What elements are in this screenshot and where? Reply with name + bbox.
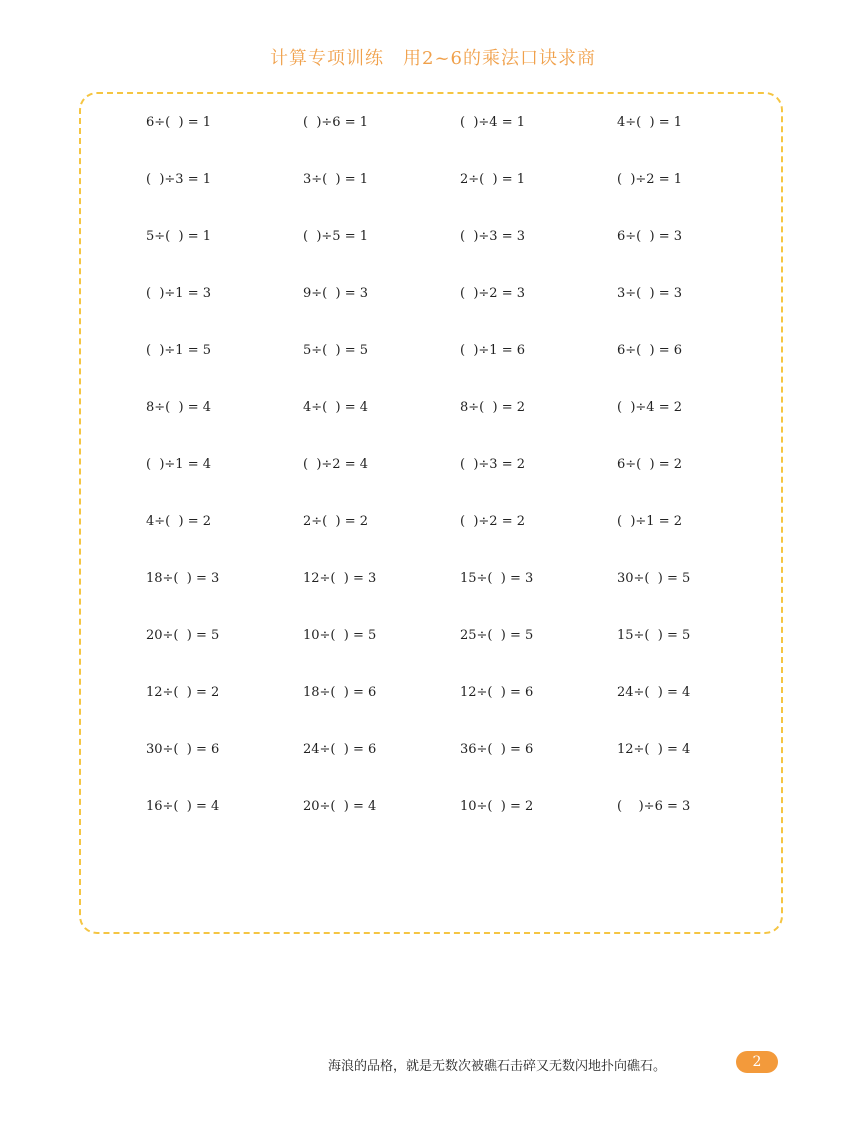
problem-item[interactable]: 10÷( ) = 2: [460, 799, 534, 814]
problem-item[interactable]: 36÷( ) = 6: [460, 742, 534, 757]
problem-item[interactable]: ( )÷6 = 1: [303, 115, 368, 130]
problem-item[interactable]: 24÷( ) = 6: [303, 742, 377, 757]
problem-item[interactable]: 16÷( ) = 4: [146, 799, 220, 814]
problem-item[interactable]: ( )÷6 = 3: [617, 799, 691, 814]
problem-item[interactable]: 2÷( ) = 2: [303, 514, 368, 529]
problem-item[interactable]: 24÷( ) = 4: [617, 685, 691, 700]
problem-item[interactable]: 10÷( ) = 5: [303, 628, 377, 643]
problem-item[interactable]: 5÷( ) = 5: [303, 343, 368, 358]
problem-item[interactable]: 12÷( ) = 2: [146, 685, 220, 700]
page-title: 计算专项训练 用2~6的乘法口诀求商: [270, 48, 596, 69]
problem-item[interactable]: 4÷( ) = 2: [146, 514, 211, 529]
problem-item[interactable]: ( )÷4 = 1: [460, 115, 525, 130]
problem-item[interactable]: 8÷( ) = 2: [460, 400, 525, 415]
problem-item[interactable]: ( )÷1 = 4: [146, 457, 211, 472]
problem-item[interactable]: ( )÷3 = 1: [146, 172, 211, 187]
problem-item[interactable]: 12÷( ) = 3: [303, 571, 377, 586]
problem-item[interactable]: 12÷( ) = 4: [617, 742, 691, 757]
problem-item[interactable]: 8÷( ) = 4: [146, 400, 211, 415]
problem-item[interactable]: ( )÷5 = 1: [303, 229, 368, 244]
problem-item[interactable]: 4÷( ) = 4: [303, 400, 368, 415]
footer-quote: 海浪的品格，就是无数次被礁石击碎又无数闪地扑向礁石。: [328, 1059, 667, 1074]
problem-item[interactable]: 15÷( ) = 3: [460, 571, 534, 586]
problem-item[interactable]: 5÷( ) = 1: [146, 229, 211, 244]
problem-item[interactable]: ( )÷3 = 2: [460, 457, 525, 472]
problem-item[interactable]: ( )÷2 = 1: [617, 172, 682, 187]
problem-item[interactable]: 30÷( ) = 5: [617, 571, 691, 586]
problem-item[interactable]: ( )÷3 = 3: [460, 229, 525, 244]
problem-item[interactable]: 25÷( ) = 5: [460, 628, 534, 643]
problem-item[interactable]: ( )÷2 = 3: [460, 286, 525, 301]
problem-item[interactable]: 3÷( ) = 3: [617, 286, 682, 301]
problem-item[interactable]: ( )÷1 = 3: [146, 286, 211, 301]
problem-item[interactable]: 6÷( ) = 3: [617, 229, 682, 244]
problem-item[interactable]: 6÷( ) = 2: [617, 457, 682, 472]
problem-item[interactable]: ( )÷1 = 6: [460, 343, 525, 358]
problem-item[interactable]: 30÷( ) = 6: [146, 742, 220, 757]
problem-grid: [146, 115, 774, 856]
problem-item[interactable]: 20÷( ) = 4: [303, 799, 377, 814]
problem-item[interactable]: ( )÷2 = 4: [303, 457, 368, 472]
problem-item[interactable]: 3÷( ) = 1: [303, 172, 368, 187]
problem-item[interactable]: 6÷( ) = 6: [617, 343, 682, 358]
problem-item[interactable]: 4÷( ) = 1: [617, 115, 682, 130]
problem-item[interactable]: 18÷( ) = 3: [146, 571, 220, 586]
problem-item[interactable]: 18÷( ) = 6: [303, 685, 377, 700]
problem-item[interactable]: 9÷( ) = 3: [303, 286, 368, 301]
problem-item[interactable]: ( )÷2 = 2: [460, 514, 525, 529]
problem-item[interactable]: ( )÷1 = 2: [617, 514, 682, 529]
problem-item[interactable]: 20÷( ) = 5: [146, 628, 220, 643]
problem-item[interactable]: ( )÷4 = 2: [617, 400, 682, 415]
problem-item[interactable]: 15÷( ) = 5: [617, 628, 691, 643]
problem-item[interactable]: 6÷( ) = 1: [146, 115, 211, 130]
page-number-badge: 2: [736, 1051, 778, 1073]
problem-item[interactable]: 12÷( ) = 6: [460, 685, 534, 700]
problem-item[interactable]: 2÷( ) = 1: [460, 172, 525, 187]
problem-item[interactable]: ( )÷1 = 5: [146, 343, 211, 358]
